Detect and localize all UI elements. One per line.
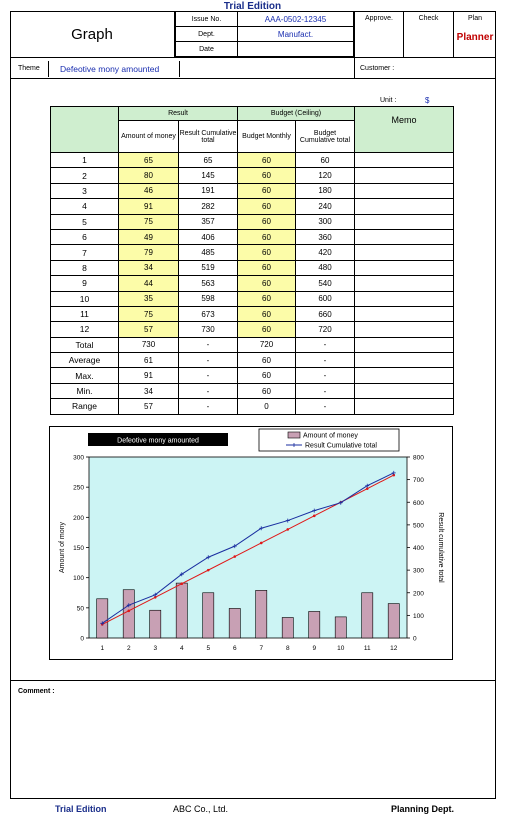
budget-cumulative-cell[interactable]: 300 — [296, 214, 355, 229]
summary-label: Max. — [51, 368, 119, 383]
summary-row — [51, 383, 454, 398]
result-cumulative-cell[interactable]: 485 — [179, 245, 238, 260]
result-cumulative-cell[interactable]: 598 — [179, 291, 238, 306]
y-tick-label: 150 — [73, 545, 84, 552]
summary-amount: 91 — [119, 368, 179, 383]
summary-budget-cumulative: - — [296, 353, 355, 368]
budget-cumulative-cell[interactable]: 720 — [296, 322, 355, 337]
summary-amount: 730 — [119, 337, 179, 352]
budget-cumulative-cell[interactable]: 120 — [296, 168, 355, 183]
y-axis-title: Amount of mony — [59, 522, 66, 573]
x-tick-label: 7 — [259, 645, 264, 652]
issue-info-block — [175, 11, 354, 57]
summary-row — [51, 353, 454, 368]
bar — [150, 610, 161, 638]
amount-cell[interactable]: 49 — [119, 229, 179, 244]
y2-tick-label: 300 — [413, 567, 424, 575]
memo-cell[interactable] — [355, 199, 454, 214]
budget-group-header: Budget (Ceiling) — [238, 107, 355, 121]
budget-monthly-cell[interactable]: 60 — [238, 260, 296, 275]
summary-budget-cumulative: - — [296, 337, 355, 352]
issue-no-value[interactable]: AAA-0502-12345 — [238, 12, 354, 27]
row-number: 8 — [51, 260, 119, 275]
row-number: 11 — [51, 306, 119, 321]
summary-row — [51, 399, 454, 414]
chart-container — [49, 426, 453, 660]
chart-title: Defeotive mony amounted — [117, 437, 199, 445]
budget-monthly-column-header: Budget Monthly — [238, 121, 296, 153]
budget-cumulative-cell[interactable]: 420 — [296, 245, 355, 260]
summary-budget-cumulative: - — [296, 368, 355, 383]
x-tick-label: 4 — [179, 645, 184, 652]
table-row — [51, 214, 454, 229]
row-number: 10 — [51, 291, 119, 306]
x-tick-label: 3 — [153, 645, 158, 652]
result-cumulative-cell[interactable]: 730 — [179, 322, 238, 337]
table-row — [51, 153, 454, 168]
amount-cell[interactable]: 79 — [119, 245, 179, 260]
bar — [388, 604, 399, 638]
budget-monthly-cell[interactable]: 60 — [238, 183, 296, 198]
memo-header: Memo — [355, 107, 454, 153]
budget-monthly-cell[interactable]: 60 — [238, 276, 296, 291]
dept-label: Dept. — [176, 27, 238, 42]
x-tick-label: 9 — [312, 645, 317, 652]
theme-label: Theme — [18, 65, 40, 72]
unit-label: Unit : — [380, 97, 397, 104]
result-cumulative-cell[interactable]: 406 — [179, 229, 238, 244]
summary-row — [51, 368, 454, 383]
result-cumulative-cell[interactable]: 673 — [179, 306, 238, 321]
x-tick-label: 12 — [390, 645, 398, 652]
table-row — [51, 229, 454, 244]
memo-cell[interactable] — [355, 306, 454, 321]
memo-cell[interactable] — [355, 276, 454, 291]
budget-cumulative-line-point — [366, 487, 369, 490]
budget-monthly-cell[interactable]: 60 — [238, 291, 296, 306]
row-number: 3 — [51, 183, 119, 198]
approve-box[interactable] — [354, 11, 404, 57]
theme-value: Defeotive mony amounted — [60, 64, 160, 74]
summary-budget-monthly: 60 — [238, 368, 296, 383]
legend-bar-swatch — [288, 432, 300, 438]
page-title: Graph — [10, 11, 175, 57]
memo-cell[interactable] — [355, 383, 454, 398]
x-tick-label: 1 — [100, 645, 105, 652]
bar — [229, 608, 240, 638]
amount-cell[interactable]: 91 — [119, 199, 179, 214]
budget-cumulative-cell[interactable]: 180 — [296, 183, 355, 198]
y-tick-label: 300 — [73, 454, 84, 462]
summary-budget-cumulative: - — [296, 399, 355, 414]
summary-label: Min. — [51, 383, 119, 398]
theme-field[interactable] — [48, 61, 180, 77]
issue-no-label: Issue No. — [176, 12, 238, 27]
corner-header — [51, 107, 119, 153]
budget-monthly-cell[interactable]: 60 — [238, 306, 296, 321]
y-tick-label: 200 — [73, 514, 84, 522]
budget-cumulative-cell[interactable]: 600 — [296, 291, 355, 306]
summary-label: Average — [51, 353, 119, 368]
y-tick-label: 50 — [76, 605, 84, 613]
summary-budget-monthly: 0 — [238, 399, 296, 414]
legend-bar-label: Amount of money — [303, 432, 358, 440]
summary-label: Total — [51, 337, 119, 352]
bar — [176, 583, 187, 638]
check-box[interactable] — [404, 11, 454, 57]
result-cumulative-cell[interactable]: 519 — [179, 260, 238, 275]
bar — [309, 611, 320, 638]
budget-cumulative-line-point — [180, 582, 183, 585]
summary-result-cumulative: - — [179, 368, 238, 383]
table-row — [51, 306, 454, 321]
bar — [256, 590, 267, 638]
budget-monthly-cell[interactable]: 60 — [238, 153, 296, 168]
legend-line-label: Result Cumulative total — [305, 442, 377, 450]
y2-tick-label: 600 — [413, 499, 424, 507]
budget-cumulative-cell[interactable]: 60 — [296, 153, 355, 168]
result-cumulative-cell[interactable]: 563 — [179, 276, 238, 291]
x-tick-label: 11 — [363, 645, 371, 652]
memo-cell[interactable] — [355, 368, 454, 383]
result-group-header: Result — [119, 107, 238, 121]
memo-cell[interactable] — [355, 399, 454, 414]
bar — [123, 590, 134, 638]
budget-monthly-cell[interactable]: 60 — [238, 199, 296, 214]
data-table — [50, 106, 454, 415]
amount-cell[interactable]: 65 — [119, 153, 179, 168]
result-cumulative-cell[interactable]: 191 — [179, 183, 238, 198]
y-tick-label: 250 — [73, 484, 84, 492]
budget-monthly-cell[interactable]: 60 — [238, 322, 296, 337]
summary-result-cumulative: - — [179, 337, 238, 352]
bar — [97, 599, 108, 638]
table-row — [51, 276, 454, 291]
date-value[interactable] — [238, 42, 354, 57]
bar — [282, 617, 293, 638]
budget-cumulative-line-point — [207, 569, 210, 572]
table-row — [51, 291, 454, 306]
summary-result-cumulative: - — [179, 353, 238, 368]
budget-cumulative-cell[interactable]: 360 — [296, 229, 355, 244]
footer-dept: Planning Dept. — [391, 804, 454, 814]
x-tick-label: 8 — [285, 645, 290, 652]
amount-cell[interactable]: 35 — [119, 291, 179, 306]
x-tick-label: 10 — [337, 645, 345, 652]
budget-cumulative-cell[interactable]: 480 — [296, 260, 355, 275]
budget-cumulative-line-point — [286, 528, 289, 531]
table-row — [51, 183, 454, 198]
y2-tick-label: 100 — [413, 612, 424, 620]
row-number: 1 — [51, 153, 119, 168]
summary-budget-monthly: 60 — [238, 383, 296, 398]
plan-value: Planner — [456, 32, 494, 43]
summary-amount: 61 — [119, 353, 179, 368]
bar — [362, 593, 373, 638]
theme-row — [10, 57, 496, 79]
plan-label: Plan — [467, 15, 482, 22]
budget-cumulative-cell[interactable]: 660 — [296, 306, 355, 321]
y2-tick-label: 700 — [413, 477, 424, 485]
memo-cell[interactable] — [355, 260, 454, 275]
budget-monthly-cell[interactable]: 60 — [238, 229, 296, 244]
x-tick-label: 2 — [126, 645, 131, 652]
memo-cell[interactable] — [355, 337, 454, 352]
row-number: 12 — [51, 322, 119, 337]
y-tick-label: 0 — [80, 635, 84, 643]
plot-area — [89, 457, 407, 638]
approval-block — [354, 11, 496, 57]
summary-amount: 34 — [119, 383, 179, 398]
result-cumulative-cell[interactable]: 65 — [179, 153, 238, 168]
row-number: 7 — [51, 245, 119, 260]
footer-company: ABC Co., Ltd. — [173, 804, 229, 814]
budget-monthly-cell[interactable]: 60 — [238, 214, 296, 229]
budget-cumulative-line-point — [127, 610, 130, 613]
bar — [335, 617, 346, 638]
x-tick-label: 5 — [206, 645, 211, 652]
amount-cell[interactable]: 44 — [119, 276, 179, 291]
theme-divider — [354, 58, 355, 79]
amount-cell[interactable]: 75 — [119, 214, 179, 229]
customer-value[interactable] — [402, 61, 494, 75]
y2-tick-label: 0 — [413, 635, 417, 643]
budget-cumulative-line-point — [313, 515, 316, 518]
row-number: 5 — [51, 214, 119, 229]
bar — [203, 593, 214, 638]
y2-tick-label: 500 — [413, 522, 424, 530]
plan-box[interactable] — [454, 11, 496, 57]
summary-result-cumulative: - — [179, 383, 238, 398]
y2-tick-label: 800 — [413, 454, 424, 462]
comment-area[interactable] — [10, 680, 496, 799]
budget-cumulative-cell[interactable]: 540 — [296, 276, 355, 291]
budget-monthly-cell[interactable]: 60 — [238, 168, 296, 183]
row-number: 9 — [51, 276, 119, 291]
memo-cell[interactable] — [355, 214, 454, 229]
result-cumulative-cell[interactable]: 282 — [179, 199, 238, 214]
dept-value[interactable]: Manufact. — [238, 27, 354, 42]
summary-amount: 57 — [119, 399, 179, 414]
summary-budget-monthly: 60 — [238, 353, 296, 368]
budget-cumulative-column-header: Budget Cumulative total — [296, 121, 355, 153]
footer-trial-edition: Trial Edition — [55, 804, 107, 814]
summary-budget-cumulative: - — [296, 383, 355, 398]
y-tick-label: 100 — [73, 575, 84, 583]
memo-cell[interactable] — [355, 168, 454, 183]
result-cumulative-column-header: Result Cumulative total — [179, 121, 238, 153]
amount-column-header: Amount of money — [119, 121, 179, 153]
table-row — [51, 199, 454, 214]
trial-edition-banner: Trial Edition — [223, 1, 282, 12]
table-row — [51, 245, 454, 260]
x-tick-label: 6 — [232, 645, 237, 652]
customer-label: Customer : — [360, 65, 395, 72]
memo-cell[interactable] — [355, 153, 454, 168]
summary-result-cumulative: - — [179, 399, 238, 414]
row-number: 4 — [51, 199, 119, 214]
budget-monthly-cell[interactable]: 60 — [238, 245, 296, 260]
memo-cell[interactable] — [355, 291, 454, 306]
summary-label: Range — [51, 399, 119, 414]
budget-cumulative-cell[interactable]: 240 — [296, 199, 355, 214]
row-number: 2 — [51, 168, 119, 183]
summary-budget-monthly: 720 — [238, 337, 296, 352]
y2-tick-label: 200 — [413, 590, 424, 598]
memo-cell[interactable] — [355, 245, 454, 260]
table-row — [51, 322, 454, 337]
amount-cell[interactable]: 34 — [119, 260, 179, 275]
date-label: Date — [176, 42, 238, 57]
unit-value: $ — [425, 96, 430, 105]
summary-row — [51, 337, 454, 352]
result-cumulative-cell[interactable]: 145 — [179, 168, 238, 183]
table-row — [51, 168, 454, 183]
budget-cumulative-line-point — [260, 542, 263, 545]
combo-chart — [50, 427, 452, 659]
memo-cell[interactable] — [355, 229, 454, 244]
amount-cell[interactable]: 80 — [119, 168, 179, 183]
y2-axis-title: Result cumulative total — [437, 512, 444, 583]
memo-cell[interactable] — [355, 183, 454, 198]
memo-cell[interactable] — [355, 353, 454, 368]
approve-label: Approve. — [364, 15, 394, 22]
comment-label: Comment : — [18, 688, 55, 695]
table-row — [51, 260, 454, 275]
amount-cell[interactable]: 57 — [119, 322, 179, 337]
check-label: Check — [418, 15, 439, 22]
y2-tick-label: 400 — [413, 545, 424, 552]
amount-cell[interactable]: 75 — [119, 306, 179, 321]
memo-cell[interactable] — [355, 322, 454, 337]
amount-cell[interactable]: 46 — [119, 183, 179, 198]
result-cumulative-cell[interactable]: 357 — [179, 214, 238, 229]
budget-cumulative-line-point — [233, 555, 236, 558]
row-number: 6 — [51, 229, 119, 244]
